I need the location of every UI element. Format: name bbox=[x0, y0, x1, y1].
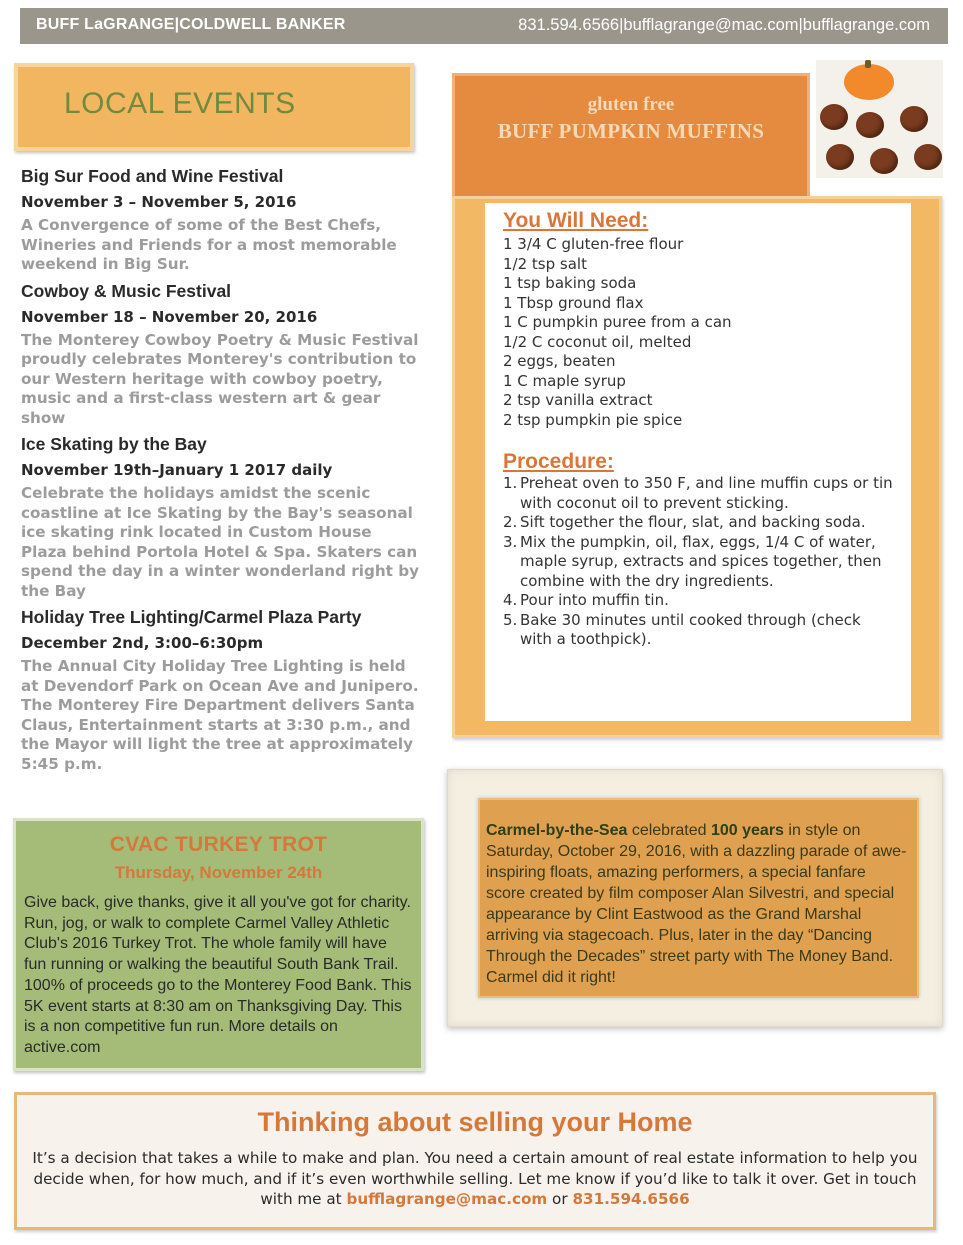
muffin-icon bbox=[826, 144, 854, 170]
event-date: November 18 – November 20, 2016 bbox=[21, 307, 318, 326]
ingredient: 1 Tbsp ground flax bbox=[503, 293, 644, 312]
turkey-trot-title: CVAC TURKEY TROT bbox=[109, 833, 328, 856]
recipe-card bbox=[485, 203, 911, 721]
events-list bbox=[21, 166, 419, 780]
muffin-icon bbox=[820, 104, 848, 130]
email-link[interactable]: bufflagrange@mac.com bbox=[346, 1190, 548, 1208]
event-date: December 2nd, 3:00–6:30pm bbox=[21, 634, 264, 652]
local-events-title: LOCAL EVENTS bbox=[64, 87, 296, 120]
ingredients-heading: You Will Need: bbox=[503, 209, 649, 232]
muffin-icon bbox=[870, 148, 898, 174]
selling-title: Thinking about selling your Home bbox=[257, 1107, 693, 1137]
ingredients-list bbox=[503, 235, 911, 430]
carmel-inner bbox=[478, 798, 919, 998]
event-item bbox=[21, 281, 419, 429]
procedure-step: 1. Preheat oven to 350 F, and line muffin cups or tin with coconut oil to prevent sticking. bbox=[503, 474, 893, 512]
event-name: Ice Skating by the Bay bbox=[21, 434, 207, 454]
carmel-text: Carmel-by-the-Sea celebrated 100 years in style on Saturday, October 29, 2016, with a dazzling parade of awe-inspiring floats, amazing performers, a special fanfare score created by film composer Alan Silvestri, and special appearance by Clint Eastwood as the Grand Marshal arriving via stagecoach. Plus, later in the day “Dancing Through the Decades” street party with The Money Band. Carmel did it right! bbox=[486, 822, 907, 986]
carmel-card bbox=[447, 769, 943, 1027]
ingredient: 1/2 C coconut oil, melted bbox=[503, 332, 692, 351]
agent-name: BUFF LaGRANGE|COLDWELL BANKER bbox=[36, 16, 346, 33]
event-description: A Convergence of some of the Best Chefs, Wineries and Friends for a most memorable weekend in Big Sur. bbox=[21, 216, 397, 273]
procedure-step: 2. Sift together the flour, slat, and backing soda. bbox=[503, 513, 866, 531]
phone-link[interactable]: 831.594.6566 bbox=[572, 1190, 690, 1208]
procedure-step: 3. Mix the pumpkin, oil, flax, eggs, 1/4 C of water, maple syrup, extracts and spices together, then combine with the dry ingredients. bbox=[503, 532, 882, 590]
local-events-banner bbox=[14, 63, 414, 151]
turkey-trot-date: Thursday, November 24th bbox=[114, 863, 323, 882]
ingredient: 1 tsp baking soda bbox=[503, 274, 637, 292]
event-description: Celebrate the holidays amidst the scenic coastline at Ice Skating by the Bay's seasonal ice skating rink located in Custom House Plaza behind Portola Hotel & Spa. Skaters can spend the day in a winter wonderland right by the Bay bbox=[21, 484, 419, 600]
muffin-icon bbox=[856, 112, 884, 138]
muffin-icon bbox=[914, 144, 942, 170]
event-date: November 19th–January 1 2017 daily bbox=[21, 461, 333, 479]
ingredient: 1 3/4 C gluten-free flour bbox=[503, 235, 684, 253]
event-description: The Annual City Holiday Tree Lighting is held at Devendorf Park on Ocean Ave and Junipero. The Monterey Fire Department delivers Santa Claus, Entertainment starts at 3:30 p.m., and the Mayor will light the tree at approximately 5:45 p.m. bbox=[21, 657, 419, 773]
muffin-icon bbox=[900, 106, 928, 132]
contact-info[interactable]: 831.594.6566|bufflagrange@mac.com|bufflagrange.com bbox=[518, 16, 930, 34]
recipe-header bbox=[452, 73, 810, 200]
event-item bbox=[21, 434, 419, 601]
pumpkin-icon bbox=[844, 64, 894, 100]
event-item bbox=[21, 166, 419, 275]
event-date: November 3 – November 5, 2016 bbox=[21, 193, 297, 211]
event-description: The Monterey Cowboy Poetry & Music Festival proudly celebrates Monterey's contribution to our Western heritage with cowboy poetry, music and a first-class western art & gear show bbox=[21, 330, 419, 427]
selling-home-box bbox=[14, 1092, 936, 1230]
event-name: Holiday Tree Lighting/Carmel Plaza Party bbox=[21, 607, 362, 627]
procedure-step: 5. Bake 30 minutes until cooked through (check with a toothpick). bbox=[503, 610, 861, 648]
event-item bbox=[21, 607, 419, 774]
turkey-trot-body: Give back, give thanks, give it all you've got for charity. Run, jog, or walk to complete Carmel Valley Athletic Club's 2016 Turkey Trot. The whole family will have fun running or walking the beautiful South Bank Trail. 100% of proceeds go to the Monterey Food Bank. This 5K event starts at 8:30 am on Thanksgiving Day. This is a non competitive fun run. More details on active.com bbox=[24, 894, 412, 1056]
turkey-trot-box bbox=[13, 818, 424, 1071]
recipe-title: BUFF PUMPKIN MUFFINS bbox=[497, 119, 765, 143]
recipe-subtitle: gluten free bbox=[587, 94, 675, 115]
ingredient: 2 tsp pumpkin pie spice bbox=[503, 410, 683, 429]
event-name: Big Sur Food and Wine Festival bbox=[21, 166, 284, 186]
ingredient: 1/2 tsp salt bbox=[503, 254, 587, 273]
procedure-list bbox=[503, 474, 911, 650]
procedure-heading: Procedure: bbox=[503, 450, 614, 473]
ingredient: 2 eggs, beaten bbox=[503, 352, 616, 370]
recipe-frame bbox=[452, 196, 942, 738]
selling-body: It’s a decision that takes a while to make and plan. You need a certain amount of real estate information to help you decide when, for how much, and if it’s even worthwhile selling. Let me know if you’d like to talk it over. Get in touch with me at bufflagrange@mac.com or 831.594.6566 bbox=[32, 1149, 918, 1208]
ingredient: 2 tsp vanilla extract bbox=[503, 391, 653, 409]
procedure-step: 4. Pour into muffin tin. bbox=[503, 591, 669, 609]
ingredient: 1 C maple syrup bbox=[503, 371, 626, 390]
ingredient: 1 C pumpkin puree from a can bbox=[503, 313, 732, 331]
header-bar bbox=[20, 8, 948, 44]
pumpkin-muffins-photo bbox=[816, 60, 943, 178]
pumpkin-stem-icon bbox=[865, 60, 871, 68]
event-name: Cowboy & Music Festival bbox=[21, 280, 232, 301]
